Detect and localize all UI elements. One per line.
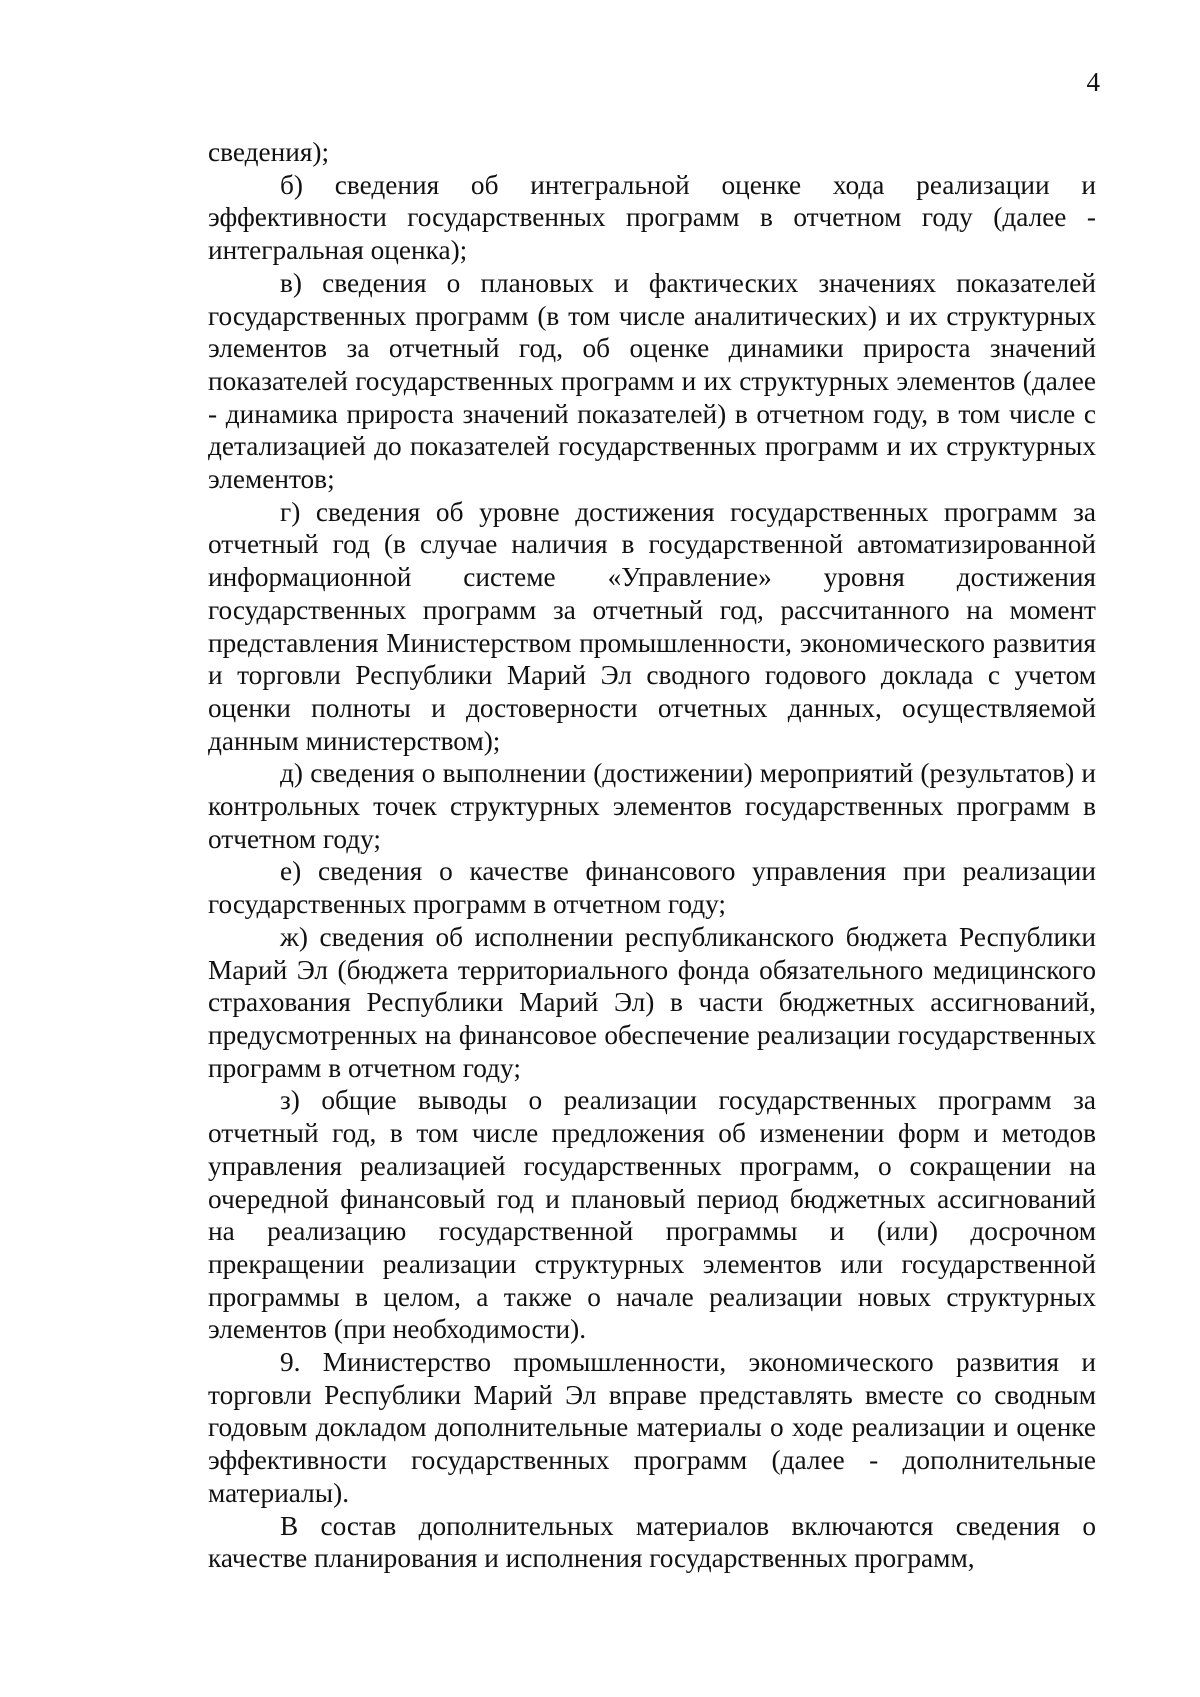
paragraph-clause-9: 9. Министерство промышленности, экономического развития и торговли Республики Марий Эл вправе представлять вместе со сводным годовым докладом дополнительные материалы о ходе реализации и оценке эффективности государственных программ (далее - дополнительные материалы). (208, 1347, 1096, 1508)
paragraph-item-b: б) сведения об интегральной оценке хода реализации и эффективности государственных программ в отчетном году (далее - интегральная оценка); (208, 169, 1096, 266)
paragraph-item-e: е) сведения о качестве финансового управления при реализации государственных программ в отчетном году; (208, 856, 1096, 920)
paragraph-item-zh: ж) сведения об исполнении республиканского бюджета Республики Марий Эл (бюджета территориального фонда обязательного медицинского страхования Республики Марий Эл) в части бюджетных ассигнований, предусмотренных на финансовое обеспечение реализации государственных программ в отчетном году; (208, 921, 1096, 1083)
paragraph-item-v: в) сведения о плановых и фактических значениях показателей государственных программ (в том числе аналитических) и их структурных элементов за отчетный год, об оценке динамики прироста значений показателей государственных программ и их структурных элементов (далее - динамика прироста значений показателей) в отчетном году, в том числе с детализацией до показателей государственных программ и их структурных элементов; (208, 267, 1096, 495)
paragraph-item-d: д) сведения о выполнении (достижении) мероприятий (результатов) и контрольных точек структурных элементов государственных программ в отчетном году; (208, 758, 1096, 854)
document-body (208, 136, 1096, 1575)
paragraph-additional-materials: В состав дополнительных материалов включаются сведения о качестве планирования и исполнения государственных программ, (208, 1510, 1096, 1574)
paragraph-item-g: г) сведения об уровне достижения государственных программ за отчетный год (в случае наличия в государственной автоматизированной информационной системе «Управление» уровня достижения государственных программ за отчетный год, рассчитанного на момент представления Министерством промышленности, экономического развития и торговли Республики Марий Эл сводного годового доклада с учетом оценки полноты и достоверности отчетных данных, осуществляемой данным министерством); (208, 496, 1096, 756)
paragraph-item-z: з) общие выводы о реализации государственных программ за отчетный год, в том числе предложения об изменении форм и методов управления реализацией государственных программ, о сокращении на очередной финансовый год и плановый период бюджетных ассигнований на реализацию государственной программы и (или) досрочном прекращении реализации структурных элементов или государственной программы в целом, а также о начале реализации новых структурных элементов (при необходимости). (208, 1085, 1096, 1345)
paragraph-continuation: сведения); (208, 137, 330, 167)
page-number: 4 (1086, 67, 1100, 97)
